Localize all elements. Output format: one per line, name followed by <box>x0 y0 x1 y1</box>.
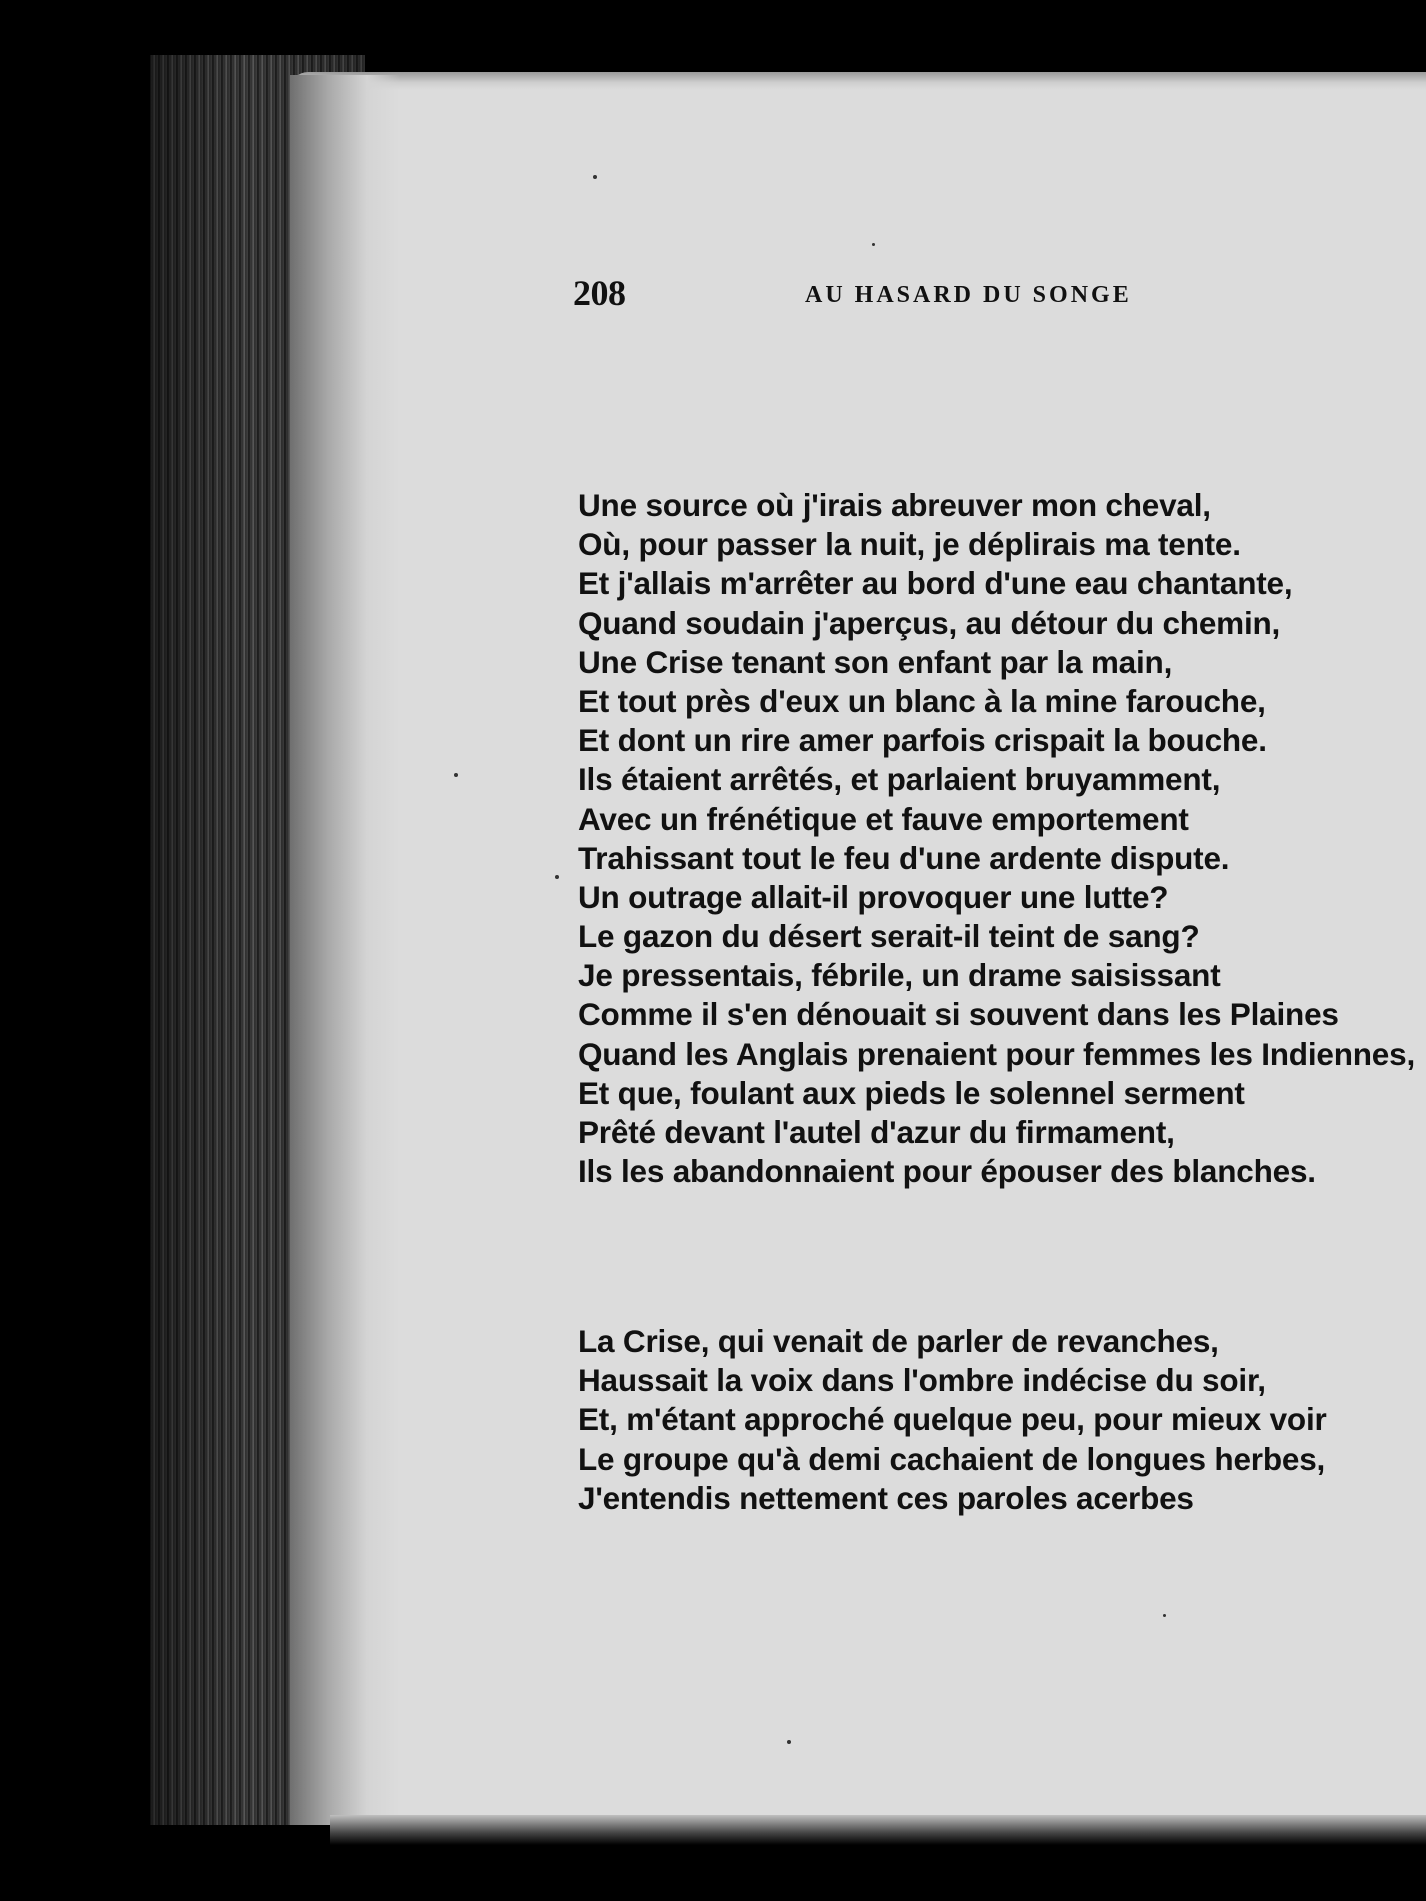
poem-stanza-1 <box>578 486 1415 1191</box>
poem-line: Avec un frénétique et fauve emportement <box>578 800 1189 837</box>
poem-line: Et j'allais m'arrêter au bord d'une eau chantante, <box>578 565 1293 602</box>
poem-line: Et tout près d'eux un blanc à la mine farouche, <box>578 682 1266 719</box>
poem-line: J'entendis nettement ces paroles acerbes <box>578 1479 1194 1516</box>
paper-speck <box>787 1740 791 1744</box>
poem-line: Ils les abandonnaient pour épouser des blanches. <box>578 1153 1316 1190</box>
poem-line: Quand les Anglais prenaient pour femmes les Indiennes, <box>578 1035 1415 1072</box>
poem-line: Haussait la voix dans l'ombre indécise du soir, <box>578 1362 1266 1399</box>
poem-line: Et, m'étant approché quelque peu, pour mieux voir <box>578 1401 1327 1438</box>
poem-line: Le gazon du désert serait-il teint de sang? <box>578 918 1200 955</box>
poem-line: La Crise, qui venait de parler de revanches, <box>578 1323 1219 1359</box>
poem-line: Et dont un rire amer parfois crispait la bouche. <box>578 722 1267 759</box>
book-title: AU HASARD DU SONGE <box>805 282 1132 308</box>
poem-line: Prêté devant l'autel d'azur du firmament, <box>578 1114 1175 1150</box>
poem-stanza-2 <box>578 1322 1327 1518</box>
poem-line: Le groupe qu'à demi cachaient de longues herbes, <box>578 1440 1326 1477</box>
poem-line: Comme il s'en dénouait si souvent dans les Plaines <box>578 996 1339 1033</box>
paper-speck <box>872 243 875 246</box>
poem-line: Une source où j'irais abreuver mon cheval, <box>578 487 1211 523</box>
poem-line: Où, pour passer la nuit, je déplirais ma tente. <box>578 526 1241 563</box>
poem-line: Ils étaient arrêtés, et parlaient bruyamment, <box>578 761 1221 798</box>
running-header <box>573 272 1193 322</box>
poem-line: Trahissant tout le feu d'une ardente dispute. <box>578 839 1230 876</box>
page-gutter-shadow <box>290 75 400 1825</box>
poem-line: Une Crise tenant son enfant par la main, <box>578 643 1173 680</box>
paper-speck <box>1163 1614 1166 1617</box>
poem-line: Un outrage allait-il provoquer une lutte? <box>578 878 1169 915</box>
paper-speck <box>555 875 559 879</box>
poem-line: Je pressentais, fébrile, un drame saisissant <box>578 957 1221 994</box>
paper-speck <box>454 773 458 777</box>
page-number: 208 <box>573 273 626 313</box>
paper-speck <box>593 175 597 179</box>
poem-line: Quand soudain j'aperçus, au détour du chemin, <box>578 604 1281 641</box>
page-bottom-edge <box>330 1815 1426 1845</box>
poem-line: Et que, foulant aux pieds le solennel serment <box>578 1074 1245 1111</box>
page-top-edge <box>290 72 1426 90</box>
